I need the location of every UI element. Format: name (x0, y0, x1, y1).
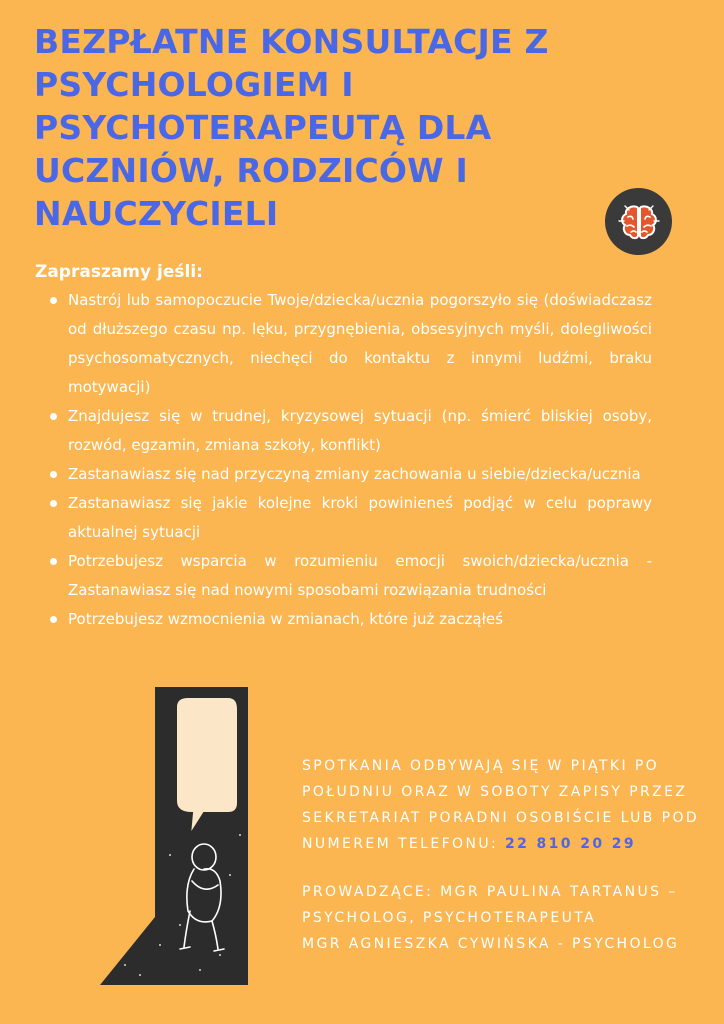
reasons-list (48, 286, 652, 634)
list-item: Potrzebujesz wsparcia w rozumieniu emocji swoich/dziecka/ucznia - Zastanawiasz się nad nowymi sposobami rozwiązania trudności (48, 547, 652, 605)
list-item: Zastanawiasz się nad przyczyną zmiany zachowania u siebie/dziecka/ucznia (48, 460, 652, 489)
intro-text: Zapraszamy jeśli: (35, 262, 203, 282)
list-item: Znajdujesz się w trudnej, kryzysowej sytuacji (np. śmierć bliskiej osoby, rozwód, egzamin, zmiana szkoły, konflikt) (48, 402, 652, 460)
person-in-doorway-illustration (100, 685, 290, 1010)
schedule-text (302, 753, 714, 857)
schedule-body: SPOTKANIA ODBYWAJĄ SIĘ W PIĄTKI PO POŁUDNIU ORAZ W SOBOTY ZAPISY PRZEZ SEKRETARIAT PORADNI OSOBIŚCIE LUB POD NUMEREM TELEFONU: (302, 758, 700, 852)
list-item: Nastrój lub samopoczucie Twoje/dziecka/ucznia pogorszyło się (doświadczasz od dłuższego czasu np. lęku, przygnębienia, obsesyjnych myśli, dolegliwości psychosomatycznych, niechęci do kontaktu z innymi ludźmi, braku motywacji) (48, 286, 652, 402)
staff-line-2: MGR AGNIESZKA CYWIŃSKA - PSYCHOLOG (302, 936, 680, 952)
list-item: Zastanawiasz się jakie kolejne kroki powinieneś podjąć w celu poprawy aktualnej sytuacji (48, 489, 652, 547)
phone-number[interactable]: 22 810 20 29 (504, 836, 637, 852)
page-title: BEZPŁATNE KONSULTACJE Z PSYCHOLOGIEM I PSYCHOTERAPEUTĄ DLA UCZNIÓW, RODZICÓW I NAUCZYCIELI (34, 22, 549, 233)
info-block (302, 753, 714, 957)
staff-line-1: PROWADZĄCE: MGR PAULINA TARTANUS – PSYCHOLOG, PSYCHOTERAPEUTA (302, 884, 678, 926)
list-item: Potrzebujesz wzmocnienia w zmianach, które już zacząłeś (48, 605, 652, 634)
brain-badge (605, 188, 672, 255)
brain-icon (616, 199, 662, 245)
